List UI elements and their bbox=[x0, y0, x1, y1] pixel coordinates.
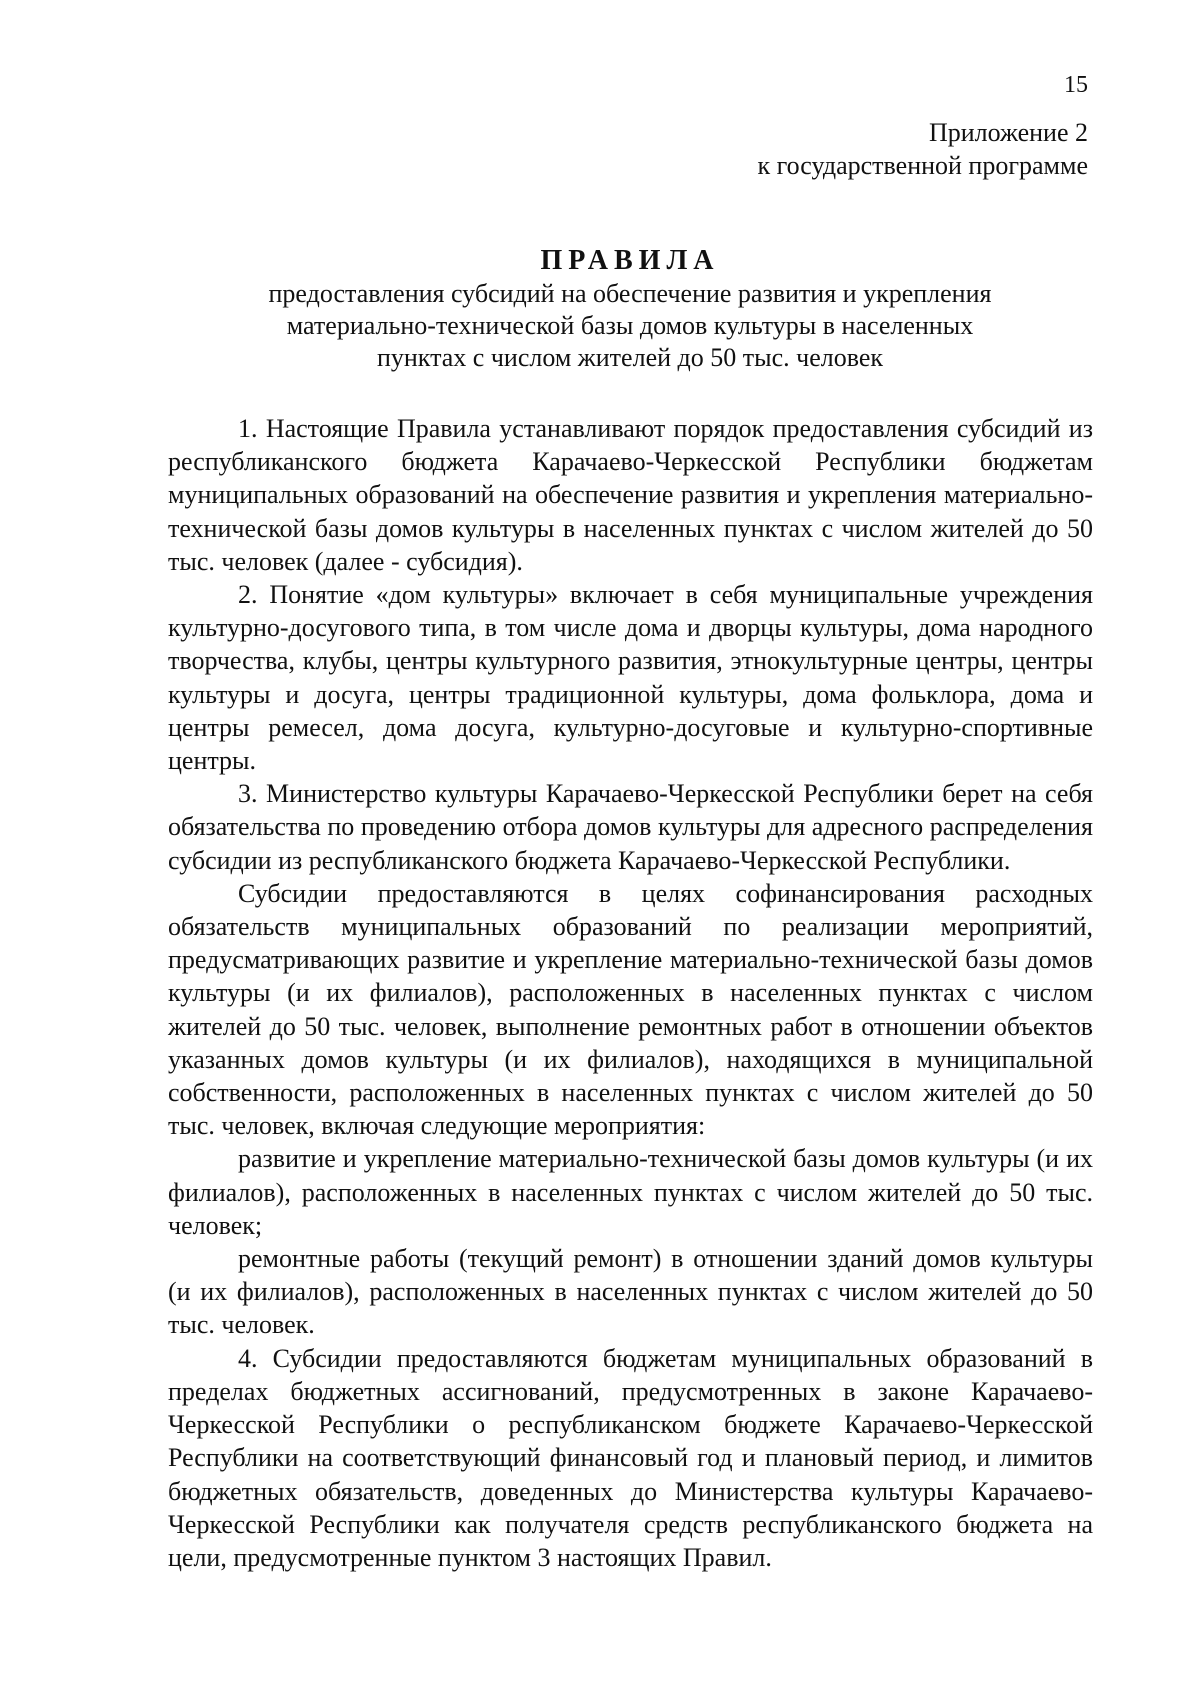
document-body bbox=[168, 412, 1093, 1574]
page-number: 15 bbox=[1064, 72, 1088, 98]
document-title: ПРАВИЛА bbox=[540, 245, 720, 276]
document-subtitle bbox=[170, 278, 1090, 374]
list-item-development: развитие и укрепление материально-технической базы домов культуры (и их филиалов), расположенных в населенных пунктах с числом жителей до 50 тыс. человек; bbox=[168, 1144, 1093, 1240]
appendix-heading bbox=[758, 116, 1089, 182]
paragraph-3: 3. Министерство культуры Карачаево-Черкесской Республики берет на себя обязательства по проведению отбора домов культуры для адресного распределения субсидии из республиканского бюджета Карачаево-Черкесской Республики. bbox=[168, 779, 1093, 875]
appendix-line-1: Приложение 2 bbox=[928, 118, 1088, 147]
paragraph-subsidy-purpose: Субсидии предоставляются в целях софинансирования расходных обязательств муниципальных образований по реализации мероприятий, предусматривающих развитие и укрепление материально-технической базы домов культуры (и их филиалов), расположенных в населенных пунктах с числом жителей до 50 тыс. человек, выполнение ремонтных работ в отношении объектов указанных домов культуры (и их филиалов), находящихся в муниципальной собственности, расположенных в населенных пунктах с числом жителей до 50 тыс. человек, включая следующие мероприятия: bbox=[168, 878, 1093, 1141]
subtitle-line-1: предоставления субсидий на обеспечение развития и укрепления bbox=[268, 279, 992, 308]
subtitle-line-2: материально-технической базы домов культуры в населенных bbox=[286, 311, 974, 340]
paragraph-2: 2. Понятие «дом культуры» включает в себя муниципальные учреждения культурно-досугового типа, в том числе дома и дворцы культуры, дома народного творчества, клубы, центры культурного развития, этнокультурные центры, центры культуры и досуга, центры традиционной культуры, дома фольклора, дома и центры ремесел, дома досуга, культурно-досуговые и культурно-спортивные центры. bbox=[168, 580, 1093, 776]
paragraph-4: 4. Субсидии предоставляются бюджетам муниципальных образований в пределах бюджетных ассигнований, предусмотренных в законе Карачаево-Черкесской Республики о республиканском бюджете Карачаево-Черкесской Республики на соответствующий финансовый год и плановый период, и лимитов бюджетных обязательств, доведенных до Министерства культуры Карачаево-Черкесской Республики как получателя средств республиканского бюджета на цели, предусмотренные пунктом 3 настоящих Правил. bbox=[168, 1343, 1093, 1572]
appendix-line-2: к государственной программе bbox=[757, 151, 1088, 180]
paragraph-1: 1. Настоящие Правила устанавливают порядок предоставления субсидий из республиканского бюджета Карачаево-Черкесской Республики бюджетам муниципальных образований на обеспечение развития и укрепления материально-технической базы домов культуры в населенных пунктах с числом жителей до 50 тыс. человек (далее - субсидия). bbox=[168, 414, 1093, 576]
list-item-repair: ремонтные работы (текущий ремонт) в отношении зданий домов культуры (и их филиалов), расположенных в населенных пунктах с числом жителей до 50 тыс. человек. bbox=[168, 1244, 1093, 1340]
subtitle-line-3: пунктах с числом жителей до 50 тыс. человек bbox=[376, 343, 884, 372]
title-block bbox=[170, 244, 1090, 374]
